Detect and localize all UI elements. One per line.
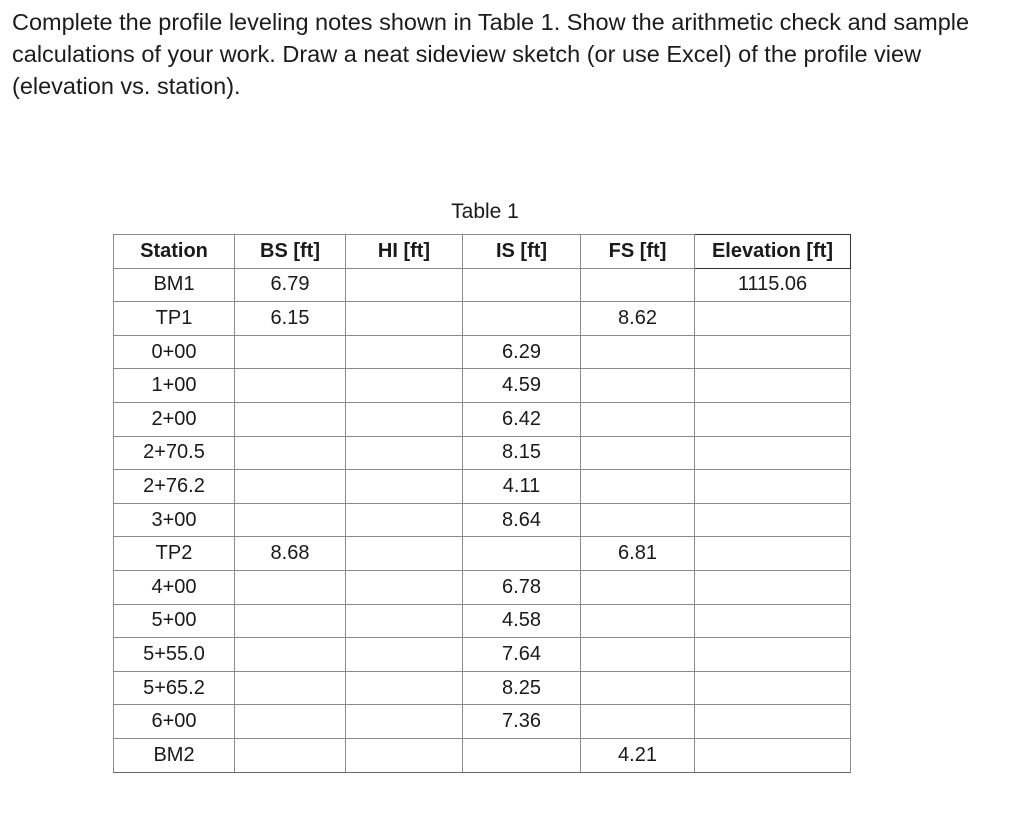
cell-is: 4.58	[463, 604, 581, 638]
cell-elevation	[695, 436, 851, 470]
problem-statement: Complete the profile leveling notes shown in Table 1. Show the arithmetic check and sample calculations of your work. Draw a neat sideview sketch (or use Excel) of the profile view (elevation vs. station).	[12, 9, 970, 99]
cell-hi	[346, 638, 463, 672]
cell-elevation	[695, 738, 851, 772]
cell-hi	[346, 738, 463, 772]
cell-bs	[235, 503, 346, 537]
cell-bs	[235, 738, 346, 772]
cell-station: TP2	[114, 537, 235, 571]
cell-fs	[581, 638, 695, 672]
table-row	[114, 402, 851, 436]
cell-bs: 6.79	[235, 268, 346, 302]
cell-bs	[235, 570, 346, 604]
leveling-notes-table	[113, 234, 851, 773]
cell-station: 6+00	[114, 705, 235, 739]
table-row	[114, 369, 851, 403]
cell-hi	[346, 671, 463, 705]
cell-fs	[581, 705, 695, 739]
cell-fs	[581, 503, 695, 537]
cell-is: 7.36	[463, 705, 581, 739]
cell-fs: 4.21	[581, 738, 695, 772]
cell-elevation	[695, 604, 851, 638]
cell-station: 3+00	[114, 503, 235, 537]
table-row	[114, 302, 851, 336]
column-header-fs: FS [ft]	[581, 235, 695, 269]
cell-elevation	[695, 570, 851, 604]
cell-station: 5+65.2	[114, 671, 235, 705]
cell-is	[463, 302, 581, 336]
cell-hi	[346, 302, 463, 336]
table-row	[114, 436, 851, 470]
cell-hi	[346, 705, 463, 739]
cell-hi	[346, 436, 463, 470]
column-header-is: IS [ft]	[463, 235, 581, 269]
cell-is: 8.64	[463, 503, 581, 537]
cell-fs	[581, 470, 695, 504]
cell-elevation	[695, 302, 851, 336]
cell-fs	[581, 671, 695, 705]
column-header-hi: HI [ft]	[346, 235, 463, 269]
table-row	[114, 470, 851, 504]
cell-hi	[346, 503, 463, 537]
cell-is: 6.29	[463, 335, 581, 369]
table-row	[114, 738, 851, 772]
cell-station: BM2	[114, 738, 235, 772]
cell-fs	[581, 436, 695, 470]
cell-elevation	[695, 402, 851, 436]
table-row	[114, 604, 851, 638]
cell-hi	[346, 268, 463, 302]
cell-hi	[346, 604, 463, 638]
cell-fs	[581, 570, 695, 604]
cell-station: 5+55.0	[114, 638, 235, 672]
cell-elevation	[695, 671, 851, 705]
cell-is: 8.15	[463, 436, 581, 470]
cell-elevation	[695, 537, 851, 571]
cell-bs	[235, 335, 346, 369]
cell-is: 8.25	[463, 671, 581, 705]
table-row	[114, 503, 851, 537]
cell-fs: 8.62	[581, 302, 695, 336]
cell-fs	[581, 604, 695, 638]
cell-elevation	[695, 335, 851, 369]
cell-fs	[581, 369, 695, 403]
cell-station: TP1	[114, 302, 235, 336]
table-row	[114, 537, 851, 571]
column-header-station: Station	[114, 235, 235, 269]
cell-station: 0+00	[114, 335, 235, 369]
cell-station: 5+00	[114, 604, 235, 638]
cell-is	[463, 537, 581, 571]
cell-station: 1+00	[114, 369, 235, 403]
cell-bs	[235, 470, 346, 504]
cell-is	[463, 738, 581, 772]
cell-fs: 6.81	[581, 537, 695, 571]
table-row	[114, 638, 851, 672]
cell-elevation	[695, 503, 851, 537]
table-body	[114, 268, 851, 772]
cell-is: 6.78	[463, 570, 581, 604]
cell-bs	[235, 402, 346, 436]
cell-station: 2+70.5	[114, 436, 235, 470]
cell-fs	[581, 402, 695, 436]
cell-is: 7.64	[463, 638, 581, 672]
column-header-elevation: Elevation [ft]	[695, 235, 851, 269]
cell-station: BM1	[114, 268, 235, 302]
cell-is: 4.59	[463, 369, 581, 403]
cell-bs	[235, 369, 346, 403]
table-row	[114, 268, 851, 302]
cell-hi	[346, 369, 463, 403]
cell-fs	[581, 268, 695, 302]
table-row	[114, 705, 851, 739]
cell-station: 2+76.2	[114, 470, 235, 504]
cell-bs: 6.15	[235, 302, 346, 336]
table-header-row	[114, 235, 851, 269]
cell-bs	[235, 671, 346, 705]
cell-elevation	[695, 638, 851, 672]
cell-bs	[235, 705, 346, 739]
table-row	[114, 671, 851, 705]
cell-bs	[235, 638, 346, 672]
cell-fs	[581, 335, 695, 369]
table-caption: Table 1	[451, 200, 519, 223]
cell-elevation	[695, 369, 851, 403]
cell-station: 2+00	[114, 402, 235, 436]
cell-bs: 8.68	[235, 537, 346, 571]
column-header-bs: BS [ft]	[235, 235, 346, 269]
cell-bs	[235, 604, 346, 638]
cell-is: 4.11	[463, 470, 581, 504]
cell-elevation	[695, 705, 851, 739]
cell-elevation	[695, 470, 851, 504]
cell-hi	[346, 570, 463, 604]
table-row	[114, 335, 851, 369]
cell-hi	[346, 470, 463, 504]
cell-is	[463, 268, 581, 302]
cell-is: 6.42	[463, 402, 581, 436]
cell-hi	[346, 402, 463, 436]
table-row	[114, 570, 851, 604]
cell-hi	[346, 335, 463, 369]
cell-bs	[235, 436, 346, 470]
cell-hi	[346, 537, 463, 571]
cell-station: 4+00	[114, 570, 235, 604]
cell-elevation: 1115.06	[695, 268, 851, 302]
